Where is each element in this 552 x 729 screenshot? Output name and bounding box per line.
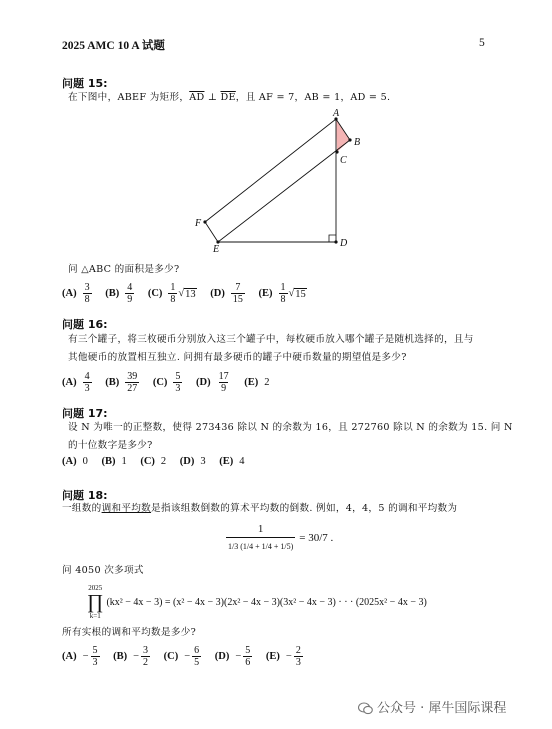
denominator: 2: [143, 657, 149, 668]
wechat-icon: [358, 702, 373, 715]
minus-sign: −: [184, 651, 191, 662]
q16-line-2: 其他硬币的放置相互独立. 问拥有最多硬币的罐子中硬币数量的期望值是多少?: [68, 352, 407, 363]
numerator: 5: [92, 645, 98, 656]
choice-label: (C): [163, 651, 179, 662]
denominator: 3: [295, 657, 301, 668]
q18-choice-c[interactable]: [164, 645, 202, 668]
radicand: 15: [295, 288, 306, 300]
minus-sign: −: [285, 651, 292, 662]
fraction: [141, 645, 150, 668]
choice-label: (E): [258, 288, 273, 299]
q16-choice-e[interactable]: [244, 377, 269, 388]
denominator: 8: [84, 294, 90, 305]
q17-line-2: 的十位数字是多少?: [68, 440, 153, 451]
q15-choice-c[interactable]: [148, 282, 197, 305]
q15-choice-d[interactable]: [210, 282, 245, 305]
fraction: [83, 282, 92, 305]
q16-body: [68, 331, 518, 367]
product-operator: [87, 584, 103, 620]
q17-choices: [62, 456, 255, 467]
choice-value: 2: [264, 377, 270, 388]
q15-choice-e[interactable]: [259, 282, 307, 305]
q18-choice-b[interactable]: [113, 645, 150, 668]
choice-label: (E): [265, 651, 280, 662]
page-number: 5: [479, 37, 485, 49]
q15-perp: ⊥: [204, 92, 221, 103]
choice-label: (B): [105, 288, 120, 299]
watermark: [358, 697, 506, 716]
denominator: 3: [92, 657, 98, 668]
numerator: 4: [127, 282, 133, 293]
product-upper-limit: 2025: [88, 584, 103, 592]
q15-intro-rect: ABEF 为矩形，: [117, 92, 190, 103]
q18-choice-e[interactable]: [266, 645, 303, 668]
watermark-text: 公众号 · 犀牛国际课程: [377, 701, 507, 716]
q15-choices: [62, 282, 318, 305]
q16-choice-a[interactable]: [62, 371, 92, 394]
q17-body: [68, 419, 518, 455]
choice-label: (D): [210, 288, 225, 299]
point-c: [335, 150, 338, 153]
choice-label: (D): [179, 456, 195, 467]
q18-choice-d[interactable]: [215, 645, 253, 668]
choice-value: 3: [200, 456, 206, 467]
fraction: [231, 282, 245, 305]
sqrt-sign-icon: √: [288, 288, 295, 299]
fraction: [192, 645, 201, 668]
denominator: 9: [221, 383, 227, 394]
sqrt: [178, 288, 196, 300]
denominator: 8: [280, 294, 286, 305]
numerator: 1: [170, 282, 176, 293]
q16-line-1: 有三个罐子，将三枚硬币分别放入这三个罐子中，每枚硬币放入哪个罐子是随机选择的，且与: [68, 334, 474, 345]
choice-label: (A): [62, 288, 77, 299]
q15-choice-b[interactable]: [105, 282, 134, 305]
q17-line-1: 设 N 为唯一的正整数，使得 273436 除以 N 的余数为 16，且 272760 除以 N 的余数为 15. 问 N: [68, 422, 513, 433]
example-denominator: 1/3 (1/4 + 1/4 + 1/5): [226, 537, 295, 554]
fraction: [125, 282, 134, 305]
fraction: [294, 645, 303, 668]
q18-line-1: [62, 500, 522, 518]
q15-choice-a[interactable]: [62, 282, 92, 305]
q18-line-3: 所有实根的调和平均数是多少?: [62, 627, 197, 638]
product-lower-limit: k=1: [89, 612, 101, 620]
q18-line-1-pre: 一组数的: [62, 503, 102, 514]
choice-label: (C): [147, 288, 163, 299]
label-c: C: [340, 155, 347, 166]
numerator: 17: [218, 371, 229, 382]
choice-label: (B): [113, 651, 128, 662]
q16-choice-b[interactable]: [105, 371, 139, 394]
fraction: [173, 371, 182, 394]
choice-label: (E): [219, 456, 234, 467]
q18-choices: [62, 645, 314, 668]
choice-label: (C): [152, 377, 168, 388]
sqrt-sign-icon: √: [178, 288, 185, 299]
radicand: 13: [185, 288, 196, 300]
point-f: [203, 220, 206, 223]
choice-value: 4: [239, 456, 245, 467]
sqrt: [289, 288, 307, 300]
q15-seg-de: $\overline{DE}$: [220, 92, 236, 103]
minus-sign: −: [235, 651, 242, 662]
q16-choice-c[interactable]: [153, 371, 183, 394]
fraction: [91, 645, 100, 668]
q17-choice-e[interactable]: [219, 456, 244, 467]
numerator: 39: [127, 371, 138, 382]
denominator: 15: [232, 294, 243, 305]
harmonic-mean-term: 调和平均数: [101, 503, 152, 514]
fraction: [168, 282, 177, 305]
numerator: 3: [84, 282, 90, 293]
minus-sign: −: [133, 651, 140, 662]
denominator: 3: [175, 383, 181, 394]
triangle-abc-fill: [336, 119, 350, 152]
fraction: [279, 282, 288, 305]
example-fraction: [226, 522, 295, 554]
point-d: [334, 240, 337, 243]
q18-title: 问题 18:: [62, 489, 108, 502]
numerator: 7: [235, 282, 241, 293]
harmonic-mean-example: [226, 522, 333, 554]
q18-line-2: 问 4050 次多项式: [62, 565, 144, 576]
choice-value: 1: [121, 456, 127, 467]
denominator: 9: [127, 294, 133, 305]
choice-label: (A): [62, 377, 77, 388]
denominator: 6: [245, 657, 251, 668]
label-d: D: [340, 238, 348, 249]
q17-choice-d[interactable]: [180, 456, 206, 467]
q15-seg-ad: $\overline{AD}$: [189, 92, 205, 103]
numerator: 5: [175, 371, 181, 382]
q18-line-1-post: 是指该组数倒数的算术平均数的倒数. 例如，4，4，5 的调和平均数为: [151, 503, 458, 514]
denominator: 3: [84, 383, 90, 394]
q17-choice-a[interactable]: [62, 456, 88, 467]
choice-label: (D): [214, 651, 230, 662]
denominator: 5: [194, 657, 200, 668]
q18-choice-a[interactable]: [62, 645, 100, 668]
choice-label: (E): [244, 377, 259, 388]
label-e: E: [213, 244, 220, 255]
q15-intro-pre: 在下图中，: [68, 92, 118, 103]
q15-question: 问 △ABC 的面积是多少?: [68, 264, 180, 275]
label-a: A: [333, 108, 340, 119]
numerator: 3: [143, 645, 149, 656]
denominator: 8: [170, 294, 176, 305]
page-header-title: 2025 AMC 10 A 试题: [62, 40, 165, 52]
numerator: 5: [245, 645, 251, 656]
numerator: 4: [84, 371, 90, 382]
q16-title: 问题 16:: [62, 318, 108, 331]
q17-title: 问题 17:: [62, 407, 108, 420]
fraction: [125, 371, 139, 394]
fraction: [83, 371, 92, 394]
q17-choice-c[interactable]: [140, 456, 166, 467]
choice-label: (B): [101, 456, 116, 467]
choice-label: (C): [140, 456, 155, 467]
product-formula: [87, 584, 427, 620]
choice-label: (D): [196, 377, 211, 388]
q17-choice-b[interactable]: [101, 456, 126, 467]
fraction: [217, 371, 231, 394]
minus-sign: −: [82, 651, 89, 662]
q15-title: 问题 15:: [62, 77, 108, 90]
fraction: [243, 645, 252, 668]
product-expression: (kx² − 4x − 3) = (x² − 4x − 3)(2x² − 4x − 3)(3x² − 4x − 3) · · · (2025x² − 4x − 3): [106, 596, 427, 608]
q16-choices: [62, 371, 280, 394]
numerator: 1: [280, 282, 286, 293]
choice-value: 0: [82, 456, 88, 467]
example-result: = 30/7 .: [299, 532, 334, 544]
q15-intro-post: ，且 AF = 7，AB = 1，AD = 5.: [235, 92, 391, 103]
label-b: B: [354, 137, 361, 148]
numerator: 2: [295, 645, 301, 656]
label-f: F: [195, 218, 202, 229]
choice-label: (B): [105, 377, 120, 388]
point-b: [348, 138, 351, 141]
q16-choice-d[interactable]: [196, 371, 231, 394]
example-numerator: 1: [257, 523, 264, 535]
product-symbol-icon: ∏: [87, 591, 104, 613]
choice-label: (A): [62, 651, 77, 662]
choice-value: 2: [160, 456, 167, 467]
choice-label: (A): [62, 456, 77, 467]
rectangle-abef: [205, 119, 350, 242]
denominator: 27: [127, 383, 138, 394]
numerator: 6: [194, 645, 200, 656]
